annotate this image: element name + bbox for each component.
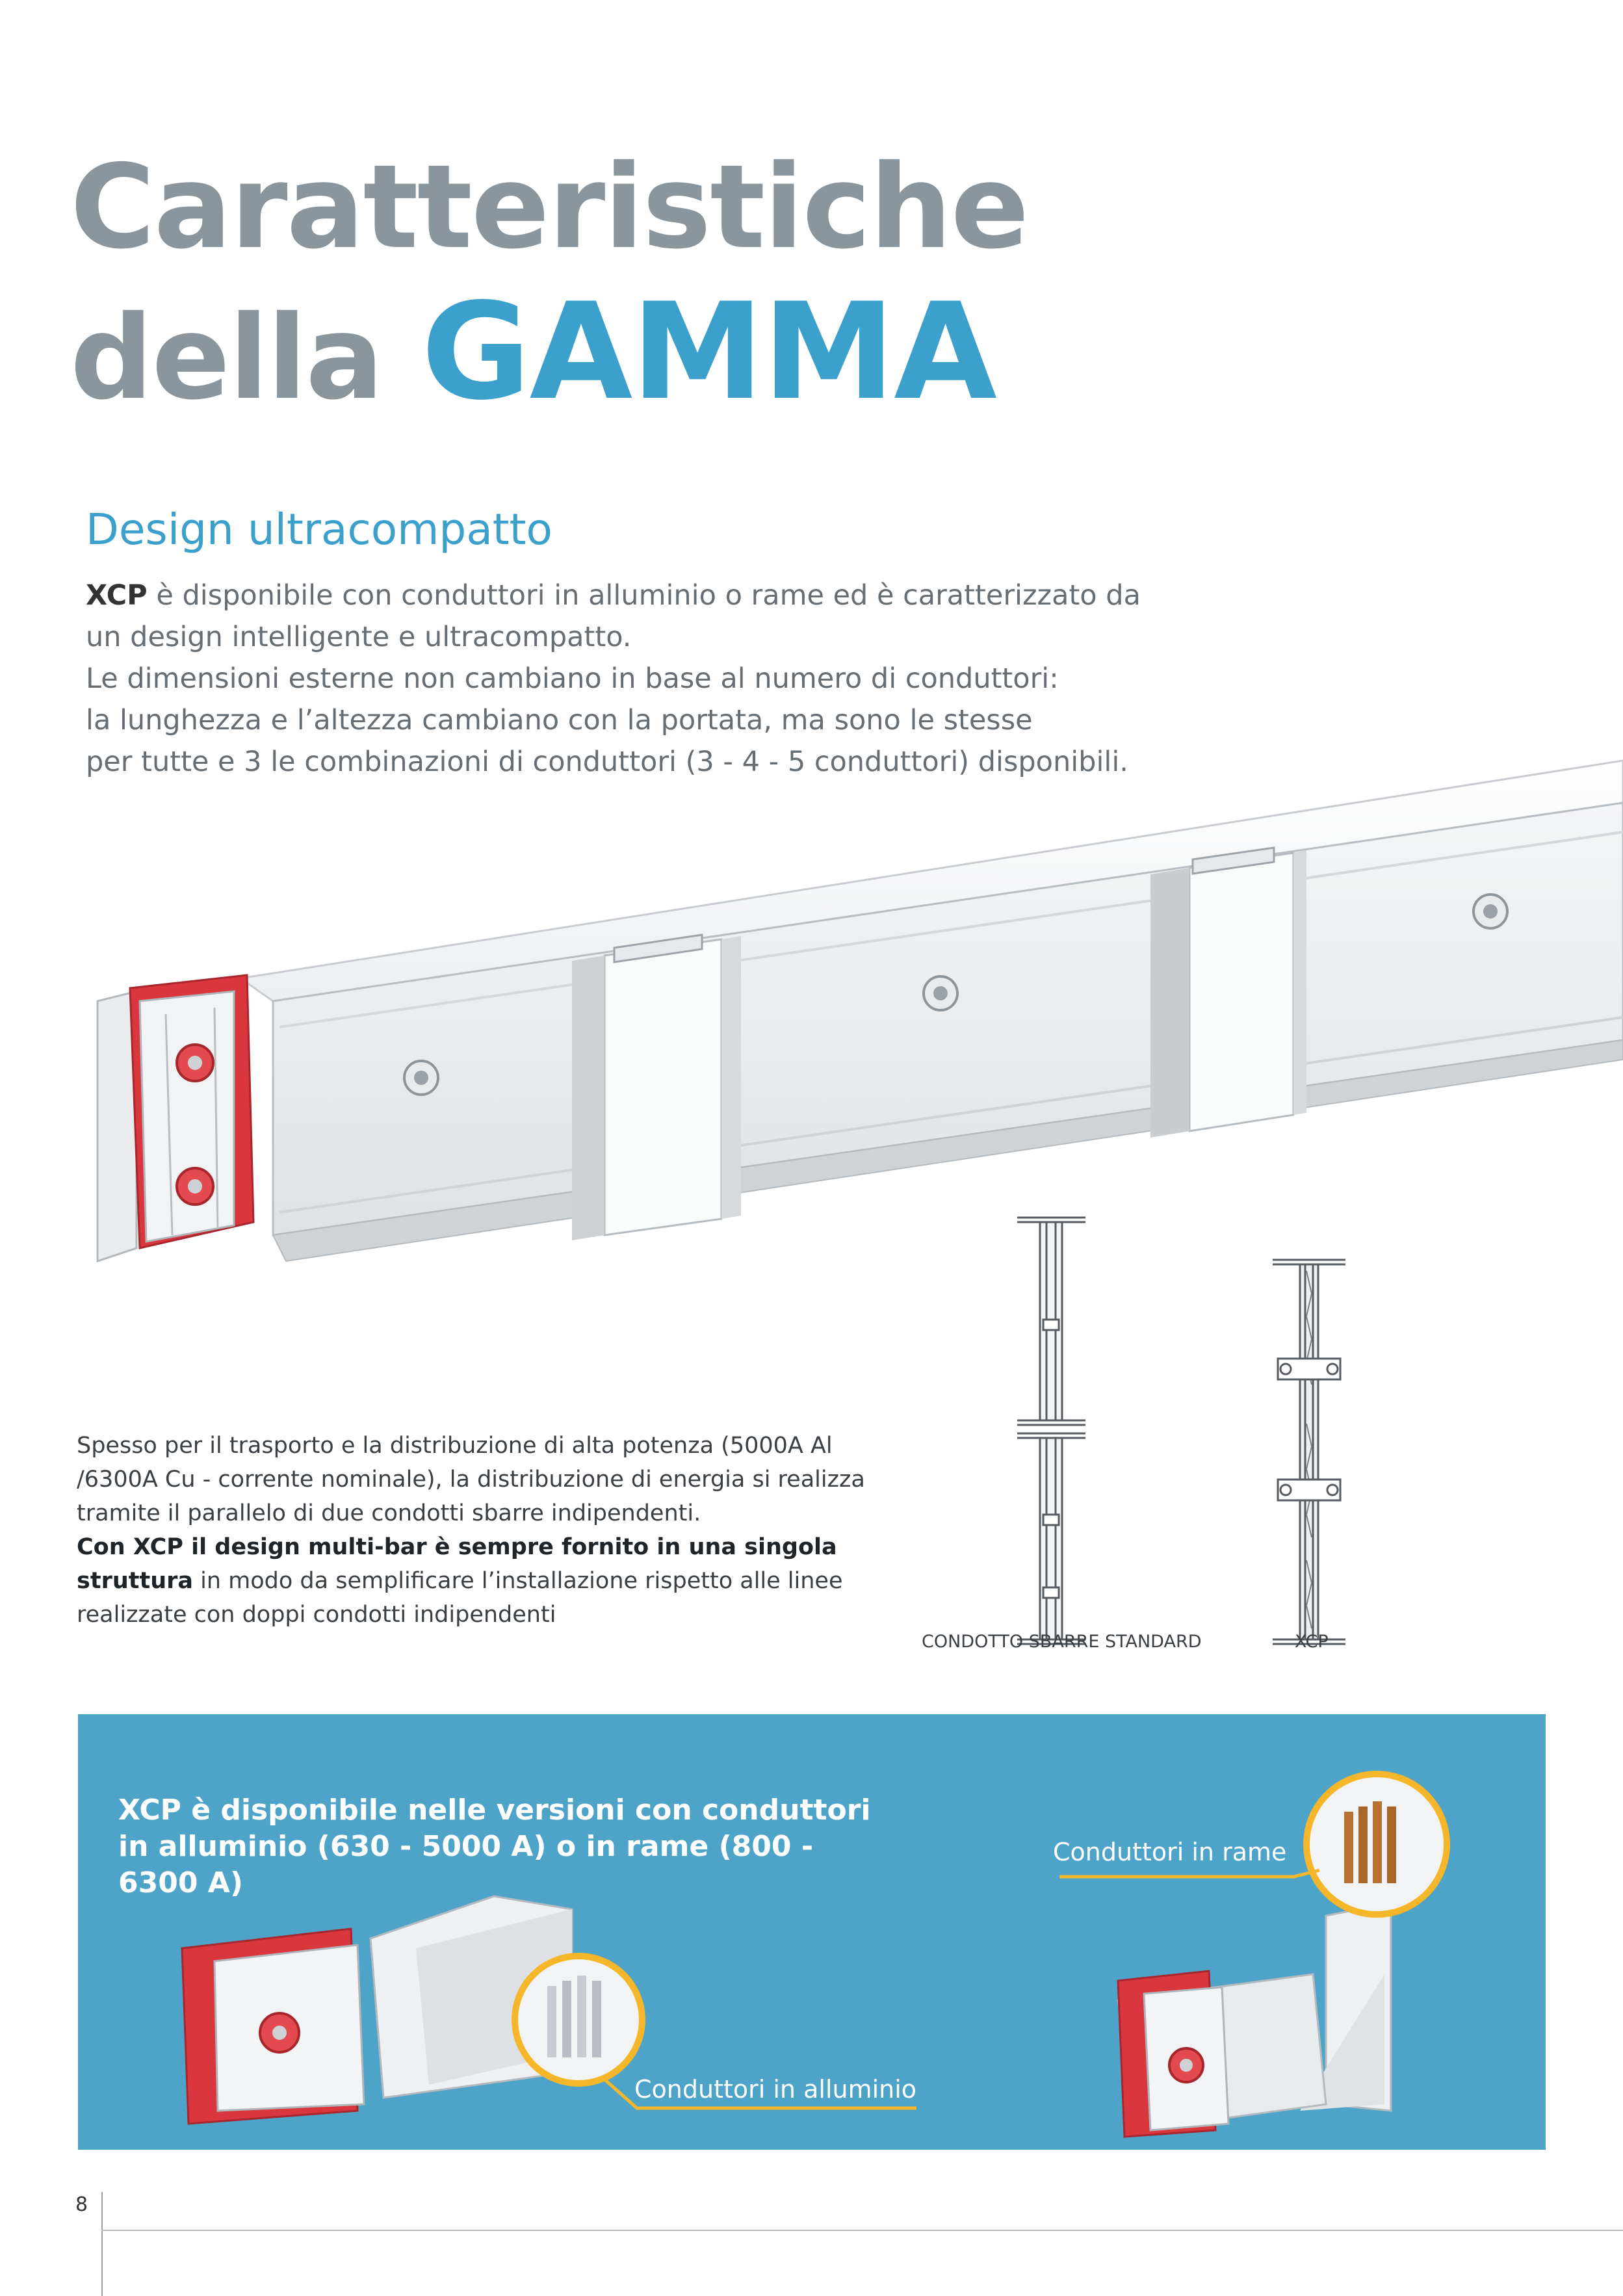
footer-divider-vertical	[101, 2192, 103, 2296]
callout-copper: Conduttori in rame	[1053, 1838, 1287, 1866]
title-line-2-plain: della	[70, 291, 383, 425]
cross-section-diagram	[884, 1209, 1430, 1664]
intro-bold-product: XCP	[86, 579, 148, 612]
section-heading: Design ultracompatto	[86, 504, 552, 554]
title-line-1: Caratteristiche	[70, 140, 1028, 274]
title-accent: GAMMA	[421, 275, 996, 430]
intro-text: è disponibile con conduttori in alluminio o rame ed è caratterizzato da un design intelligente e ultracompatto.	[86, 579, 1141, 653]
copper-elbow	[1059, 1774, 1447, 2137]
standard-section	[1017, 1218, 1085, 1644]
multibar-text: Spesso per il trasporto e la distribuzione di alta potenza (5000A Al /6300A Cu - corrente nominale), la distribuzione di energia si realizza tramite il parallelo di due condotti sbarre indipendenti.	[77, 1433, 865, 1526]
page-title	[70, 140, 1028, 430]
multibar-text-2: in modo da semplificare l’installazione rispetto alle linee realizzate con doppi condotti indipendenti	[77, 1568, 843, 1628]
label-xcp: XCP	[1295, 1632, 1329, 1652]
label-standard: CONDOTTO SBARRE STANDARD	[922, 1632, 1202, 1652]
multibar-bold: Con XCP il design multi-bar è sempre fornito in una singola struttura	[77, 1534, 837, 1594]
intro-line-4: la lunghezza e l’altezza cambiano con la portata, ma sono le stesse	[86, 704, 1033, 737]
title-line-2	[70, 275, 1028, 430]
intro-line-5: per tutte e 3 le combinazioni di conduttori (3 - 4 - 5 conduttori) disponibili.	[86, 746, 1128, 778]
callout-aluminium: Conduttori in alluminio	[634, 2075, 917, 2104]
footer-divider-horizontal	[101, 2230, 1623, 2231]
multibar-paragraph	[77, 1429, 896, 1632]
intro-line-3: Le dimensioni esterne non cambiano in base al numero di conduttori:	[86, 662, 1059, 695]
page-number: 8	[75, 2193, 88, 2216]
versions-panel	[78, 1714, 1546, 2150]
xcp-section	[1273, 1260, 1345, 1644]
panel-title: XCP è disponibile nelle versioni con conduttori in alluminio (630 - 5000 A) o in rame (800 - 6300 A)	[118, 1794, 871, 1899]
